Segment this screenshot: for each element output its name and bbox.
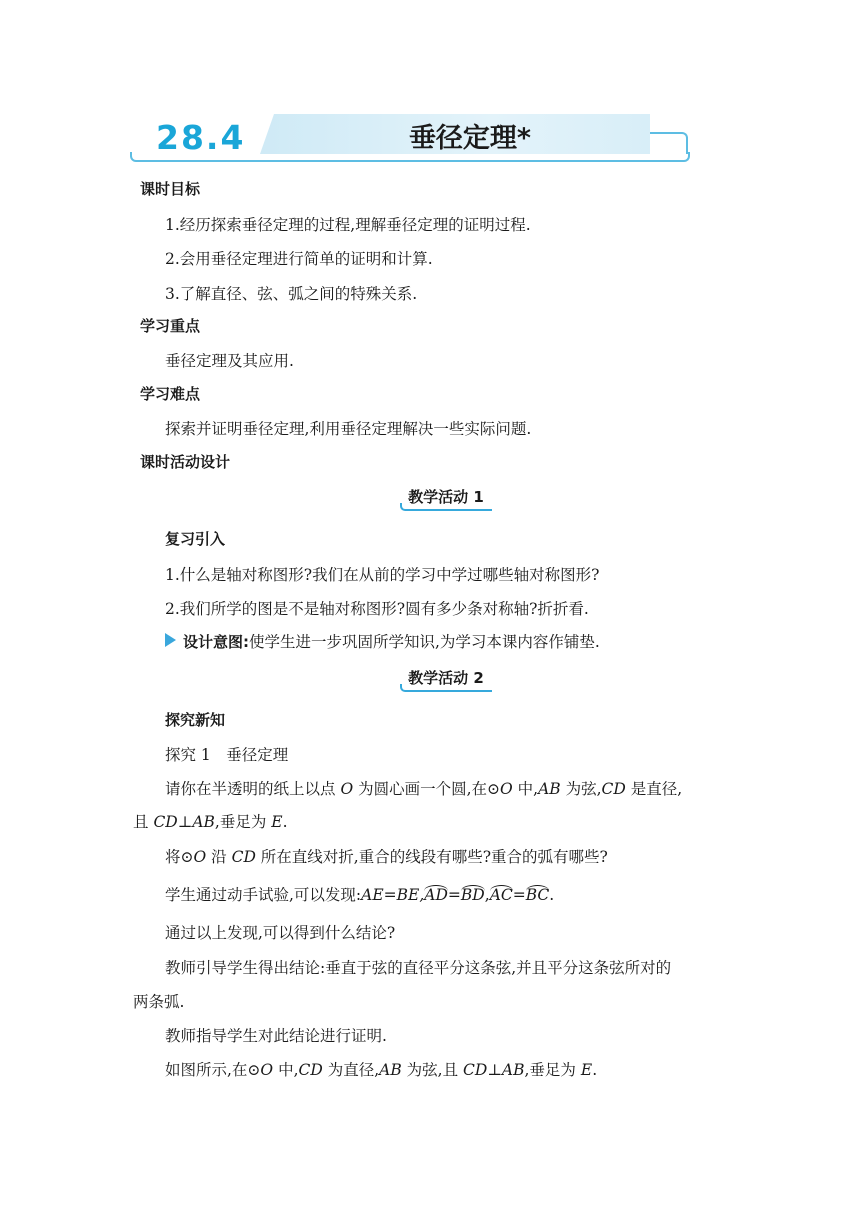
math-O: O: [500, 780, 513, 798]
goal-item-2: 2.会用垂径定理进行简单的证明和计算.: [165, 250, 433, 268]
design-intent-text: 使学生进一步巩固所学知识,为学习本课内容作铺垫.: [249, 633, 600, 651]
section-number: 28.4: [156, 118, 246, 157]
text-span: .: [592, 1061, 598, 1079]
math-AB: AB: [501, 1061, 525, 1079]
paragraph-2: [165, 845, 608, 867]
text-span: ,: [484, 886, 490, 904]
text-span: 学生通过动手试验,可以发现:: [165, 886, 362, 904]
design-intent: [183, 630, 600, 652]
text-span: 沿: [206, 848, 232, 866]
arc-BC: BC: [525, 886, 550, 904]
math-CD: CD: [298, 1061, 323, 1079]
text-span: 为圆心画一个圆,在⊙: [353, 780, 500, 798]
text-span: =: [447, 886, 461, 904]
difficulty-text: 探索并证明垂径定理,利用垂径定理解决一些实际问题.: [165, 420, 532, 438]
arc-AD: AD: [424, 886, 448, 904]
text-span: ⊥: [177, 813, 193, 831]
paragraph-6: 教师指导学生对此结论进行证明.: [165, 1027, 387, 1045]
activity-1-question-1: 1.什么是轴对称图形?我们在从前的学习中学过哪些轴对称图形?: [165, 566, 600, 584]
goal-item-1: 1.经历探索垂径定理的过程,理解垂径定理的证明过程.: [165, 216, 531, 234]
math-O: O: [260, 1061, 274, 1079]
text-span: 为弦,且: [401, 1061, 464, 1079]
math-O: O: [193, 848, 207, 866]
key-point-text: 垂径定理及其应用.: [165, 352, 294, 370]
math-E: E: [271, 813, 283, 831]
paragraph-7: [165, 1058, 597, 1080]
arc-AC: AC: [489, 886, 513, 904]
text-span: ,垂足为: [214, 813, 272, 831]
activity-1-question-2: 2.我们所学的图是不是轴对称图形?圆有多少条对称轴?折折看.: [165, 600, 589, 618]
math-AB: AB: [538, 780, 561, 798]
paragraph-5-cont: 两条弧.: [133, 993, 185, 1011]
explore-1-title: 探究 1 垂径定理: [165, 746, 289, 764]
math-CD: CD: [153, 813, 178, 831]
design-intent-label: 设计意图:: [183, 633, 249, 651]
header-tab-decoration: [650, 132, 688, 154]
text-span: =: [512, 886, 526, 904]
math-E: E: [580, 1061, 593, 1079]
activity-1-subheading: 复习引入: [165, 530, 226, 548]
text-span: .: [549, 886, 555, 904]
text-span: 中,: [273, 1061, 299, 1079]
text-span: 为直径,: [322, 1061, 380, 1079]
arc-BD: BD: [460, 886, 485, 904]
text-span: ,垂足为: [524, 1061, 581, 1079]
paragraph-1: [165, 777, 682, 799]
math-CD: CD: [601, 780, 626, 798]
text-span: .: [282, 813, 288, 831]
difficulty-heading: 学习难点: [140, 385, 201, 403]
text-span: 为弦,: [560, 780, 602, 798]
math-CD: CD: [231, 848, 256, 866]
text-span: ⊥: [487, 1061, 502, 1079]
triangle-marker-icon: [165, 633, 176, 647]
math-CD: CD: [463, 1061, 488, 1079]
activity-2-title: 教学活动 2: [400, 667, 492, 692]
text-span: 将⊙: [165, 848, 194, 866]
paragraph-4: 通过以上发现,可以得到什么结论?: [165, 924, 396, 942]
text-span: 且: [133, 813, 154, 831]
paragraph-5: 教师引导学生得出结论:垂直于弦的直径平分这条弦,并且平分这条弦所对的: [165, 959, 672, 977]
text-span: 请你在半透明的纸上以点: [165, 780, 341, 798]
key-point-heading: 学习重点: [140, 317, 201, 335]
paragraph-3: [165, 883, 554, 905]
text-span: 如图所示,在⊙: [165, 1061, 261, 1079]
section-title: 垂径定理*: [408, 123, 532, 154]
paragraph-1-cont: [133, 810, 288, 832]
text-span: 中,: [512, 780, 539, 798]
math-AB: AB: [379, 1061, 402, 1079]
text-span: 是直径,: [625, 780, 683, 798]
goal-item-3: 3.了解直径、弦、弧之间的特殊关系.: [165, 285, 418, 303]
section-header: [128, 112, 690, 164]
math-equation: AE=BE,: [361, 886, 425, 904]
activity-2-subheading: 探究新知: [165, 711, 226, 729]
design-heading: 课时活动设计: [140, 453, 231, 471]
activity-1-title: 教学活动 1: [400, 486, 492, 511]
text-span: 所在直线对折,重合的线段有哪些?重合的弧有哪些?: [255, 848, 608, 866]
math-AB: AB: [192, 813, 215, 831]
math-O: O: [340, 780, 354, 798]
goals-heading: 课时目标: [140, 180, 201, 198]
